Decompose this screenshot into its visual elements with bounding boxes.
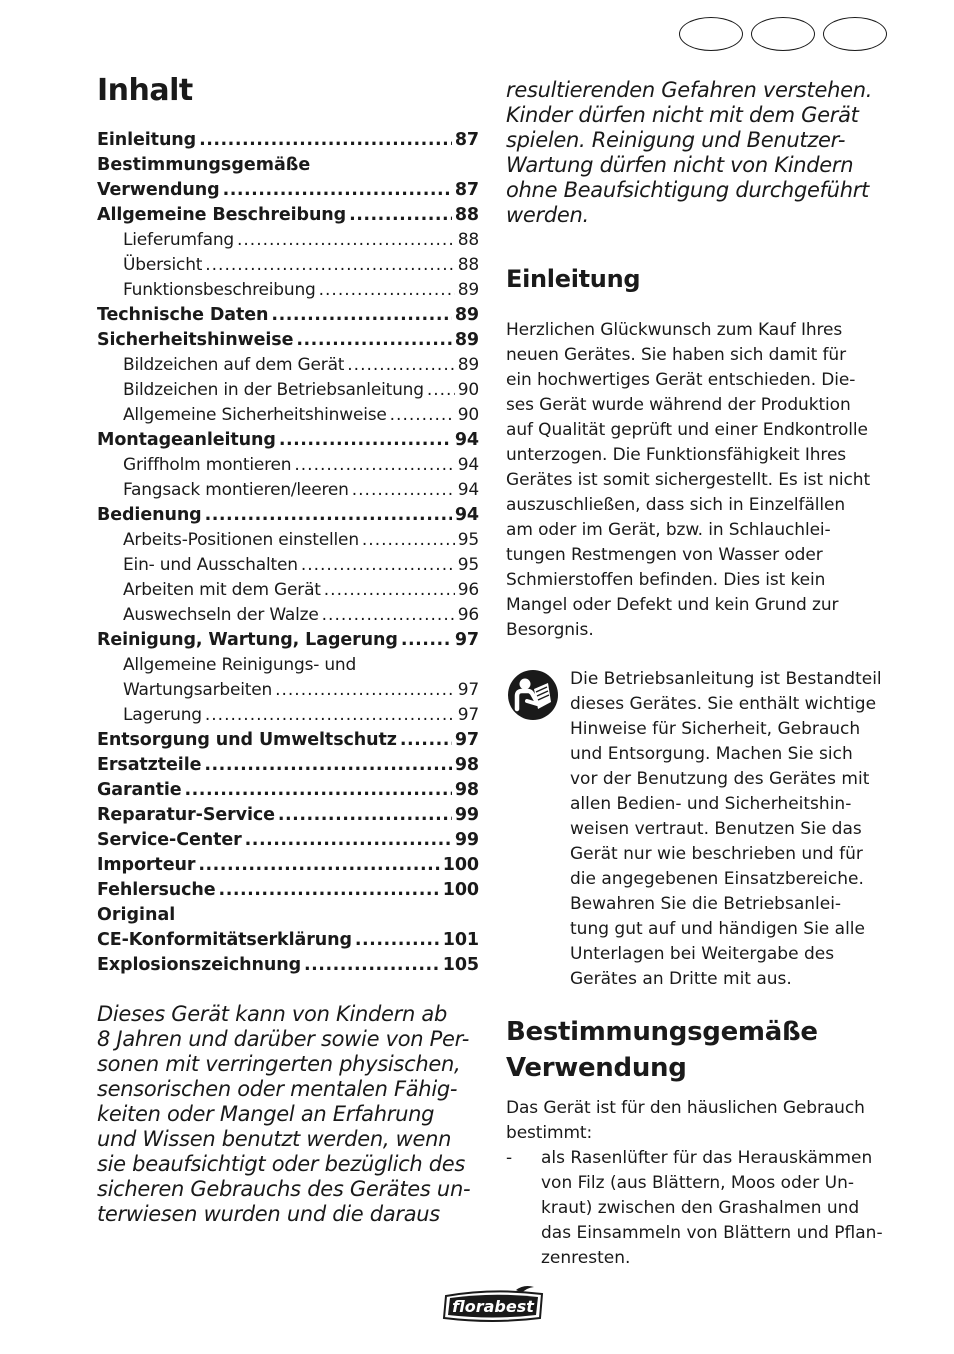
toc-leader-dots bbox=[271, 303, 451, 328]
text-line: Die Betriebsanleitung ist Bestandteil bbox=[570, 669, 882, 689]
text-line: sonen mit verringerten physischen, bbox=[97, 1052, 461, 1076]
toc-entry bbox=[97, 203, 479, 228]
toc-entry-page: 105 bbox=[442, 955, 479, 975]
bullet-text bbox=[541, 1146, 883, 1271]
text-line: ohne Beaufsichtigung durchgeführt bbox=[506, 178, 869, 202]
text-line: Dieses Gerät kann von Kindern ab bbox=[97, 1002, 447, 1026]
toc-entry-label: Auswechseln der Walze bbox=[123, 605, 319, 625]
toc-entry-page: 97 bbox=[457, 680, 479, 700]
toc-entry bbox=[97, 753, 479, 778]
toc-entry-page: 87 bbox=[454, 180, 479, 200]
toc-entry bbox=[97, 928, 479, 953]
text-line: terwiesen wurden und die daraus bbox=[97, 1202, 440, 1226]
text-line: Wartung dürfen nicht von Kindern bbox=[506, 153, 854, 177]
toc-entry bbox=[97, 903, 479, 928]
toc-entry-page: 96 bbox=[457, 605, 479, 625]
table-of-contents bbox=[97, 128, 479, 978]
toc-entry bbox=[97, 653, 479, 678]
einleitung-heading: Einleitung bbox=[506, 265, 641, 293]
toc-leader-dots bbox=[347, 353, 455, 378]
text-line: unterzogen. Die Funktionsfähigkeit Ihres bbox=[506, 445, 847, 465]
toc-entry bbox=[97, 728, 479, 753]
toc-entry bbox=[97, 878, 479, 903]
toc-entry-page: 89 bbox=[454, 305, 479, 325]
toc-entry-page: 88 bbox=[457, 255, 479, 275]
toc-entry-label: Lieferumfang bbox=[123, 230, 234, 250]
toc-leader-dots bbox=[205, 253, 455, 278]
toc-entry-label: Explosionszeichnung bbox=[97, 955, 301, 975]
toc-entry bbox=[97, 853, 479, 878]
text-line: kraut) zwischen den Grashalmen und bbox=[541, 1198, 860, 1218]
toc-entry-page: 90 bbox=[457, 380, 479, 400]
logo-text: florabest bbox=[452, 1297, 534, 1316]
toc-entry-page: 89 bbox=[457, 280, 479, 300]
toc-leader-dots bbox=[304, 953, 440, 978]
toc-entry-label: Bedienung bbox=[97, 505, 202, 525]
toc-entry-page: 97 bbox=[457, 705, 479, 725]
bestimmung-heading-line1: Bestimmungsgemäße bbox=[506, 1017, 818, 1047]
toc-leader-dots bbox=[275, 678, 455, 703]
toc-entry-page: 97 bbox=[454, 630, 479, 650]
text-line: die angegebenen Einsatzbereiche. bbox=[570, 869, 864, 889]
toc-entry-label: Reinigung, Wartung, Lagerung bbox=[97, 630, 398, 650]
toc-entry bbox=[97, 453, 479, 478]
toc-entry-page: 94 bbox=[457, 455, 479, 475]
child-safety-notice-start bbox=[97, 1002, 479, 1227]
toc-entry bbox=[97, 553, 479, 578]
toc-leader-dots bbox=[401, 628, 452, 653]
text-line: Das Gerät ist für den häuslichen Gebrauch bbox=[506, 1098, 865, 1118]
manual-note bbox=[506, 667, 891, 992]
toc-leader-dots bbox=[362, 528, 455, 553]
toc-entry-page: 99 bbox=[454, 805, 479, 825]
text-line: Gerätes ist somit sichergestellt. Es ist nicht bbox=[506, 470, 871, 490]
text-line: ein hochwertiges Gerät entschieden. Die- bbox=[506, 370, 856, 390]
text-line: Unterlagen bei Weitergabe des bbox=[570, 944, 835, 964]
toc-leader-dots bbox=[205, 503, 452, 528]
toc-entry bbox=[97, 178, 479, 203]
toc-entry-page: 94 bbox=[457, 480, 479, 500]
toc-entry-page: 89 bbox=[454, 330, 479, 350]
toc-leader-dots bbox=[349, 203, 452, 228]
toc-leader-dots bbox=[219, 878, 440, 903]
text-line: neuen Gerätes. Sie haben sich damit für bbox=[506, 345, 846, 365]
toc-entry-page: 87 bbox=[454, 130, 479, 150]
toc-entry-label: Fehlersuche bbox=[97, 880, 216, 900]
toc-entry-label: Montageanleitung bbox=[97, 430, 276, 450]
toc-entry-label: Technische Daten bbox=[97, 305, 269, 325]
toc-entry bbox=[97, 828, 479, 853]
toc-entry-label: Ersatzteile bbox=[97, 755, 202, 775]
text-line: das Einsammeln von Blättern und Pflan- bbox=[541, 1223, 883, 1243]
toc-leader-dots bbox=[355, 928, 440, 953]
child-safety-notice-end bbox=[506, 78, 891, 228]
toc-leader-dots bbox=[237, 228, 455, 253]
text-line: spielen. Reinigung und Benutzer- bbox=[506, 128, 846, 152]
bestimmung-heading bbox=[506, 1014, 891, 1086]
toc-entry bbox=[97, 603, 479, 628]
toc-entry bbox=[97, 628, 479, 653]
text-line: als Rasenlüfter für das Herauskämmen bbox=[541, 1148, 873, 1168]
text-line: keiten oder Mangel an Erfahrung bbox=[97, 1102, 435, 1126]
toc-entry-page: 99 bbox=[454, 830, 479, 850]
toc-entry bbox=[97, 703, 479, 728]
text-line: weisen vertraut. Benutzen Sie das bbox=[570, 819, 862, 839]
toc-entry-page: 94 bbox=[454, 505, 479, 525]
toc-leader-dots bbox=[205, 703, 455, 728]
toc-entry bbox=[97, 803, 479, 828]
bullet-dash: - bbox=[506, 1148, 513, 1168]
toc-entry-label: Wartungsarbeiten bbox=[123, 680, 273, 700]
toc-leader-dots bbox=[322, 603, 455, 628]
text-line: resultierenden Gefahren verstehen. bbox=[506, 78, 873, 102]
text-line: Hinweise für Sicherheit, Gebrauch bbox=[570, 719, 861, 739]
toc-entry-label: Reparatur-Service bbox=[97, 805, 275, 825]
toc-entry bbox=[97, 278, 479, 303]
toc-entry-label: Original bbox=[97, 905, 176, 925]
toc-entry-page: 101 bbox=[442, 930, 479, 950]
text-line: sie beaufsichtigt oder bezüglich des bbox=[97, 1152, 466, 1176]
text-line: 8 Jahren und darüber sowie von Per- bbox=[97, 1027, 470, 1051]
toc-leader-dots bbox=[400, 728, 452, 753]
toc-leader-dots bbox=[199, 128, 452, 153]
toc-leader-dots bbox=[185, 778, 452, 803]
toc-entry bbox=[97, 953, 479, 978]
bestimmung-intro bbox=[506, 1096, 891, 1146]
toc-entry-label: Service-Center bbox=[97, 830, 242, 850]
toc-entry bbox=[97, 253, 479, 278]
toc-entry bbox=[97, 428, 479, 453]
language-oval-3 bbox=[823, 17, 887, 51]
toc-leader-dots bbox=[324, 578, 455, 603]
text-line: am oder im Gerät, bzw. in Schlauchlei- bbox=[506, 520, 831, 540]
toc-entry-label: Arbeiten mit dem Gerät bbox=[123, 580, 321, 600]
toc-entry-page: 98 bbox=[454, 780, 479, 800]
toc-entry bbox=[97, 528, 479, 553]
toc-entry-label: Importeur bbox=[97, 855, 196, 875]
toc-entry-page: 89 bbox=[457, 355, 479, 375]
toc-leader-dots bbox=[390, 403, 455, 428]
florabest-logo bbox=[438, 1284, 548, 1326]
toc-leader-dots bbox=[294, 453, 454, 478]
toc-entry-label: Arbeits-Positionen einstellen bbox=[123, 530, 359, 550]
text-line: auf Qualität geprüft und einer Endkontrolle bbox=[506, 420, 868, 440]
toc-entry-label: CE-Konformitätserklärung bbox=[97, 930, 352, 950]
toc-entry bbox=[97, 228, 479, 253]
toc-entry-page: 98 bbox=[454, 755, 479, 775]
toc-leader-dots bbox=[319, 278, 455, 303]
toc-entry bbox=[97, 378, 479, 403]
toc-entry bbox=[97, 303, 479, 328]
toc-entry-label: Entsorgung und Umweltschutz bbox=[97, 730, 397, 750]
text-line: Gerätes an Dritte mit aus. bbox=[570, 969, 792, 989]
toc-entry-label: Funktionsbeschreibung bbox=[123, 280, 316, 300]
toc-entry-label: Verwendung bbox=[97, 180, 220, 200]
toc-entry bbox=[97, 153, 479, 178]
toc-leader-dots bbox=[301, 553, 455, 578]
toc-leader-dots bbox=[278, 803, 452, 828]
toc-leader-dots bbox=[198, 853, 439, 878]
text-line: tungen Restmengen von Wasser oder bbox=[506, 545, 823, 565]
toc-entry bbox=[97, 678, 479, 703]
text-line: Besorgnis. bbox=[506, 620, 594, 640]
text-line: ses Gerät wurde während der Produktion bbox=[506, 395, 851, 415]
text-line: dieses Gerätes. Sie enthält wichtige bbox=[570, 694, 877, 714]
manual-note-text bbox=[570, 667, 882, 992]
toc-entry-page: 96 bbox=[457, 580, 479, 600]
toc-leader-dots bbox=[245, 828, 452, 853]
text-line: auszuschließen, dass sich in Einzelfällen bbox=[506, 495, 846, 515]
text-line: werden. bbox=[506, 203, 589, 227]
text-line: Kinder dürfen nicht mit dem Gerät bbox=[506, 103, 859, 127]
text-line: von Filz (aus Blättern, Moos oder Un- bbox=[541, 1173, 855, 1193]
toc-leader-dots bbox=[204, 753, 451, 778]
toc-entry-label: Fangsack montieren/leeren bbox=[123, 480, 349, 500]
text-line: Mangel oder Defekt und kein Grund zur bbox=[506, 595, 839, 615]
text-line: tung gut auf und händigen Sie alle bbox=[570, 919, 865, 939]
text-line: Herzlichen Glückwunsch zum Kauf Ihres bbox=[506, 320, 843, 340]
bestimmung-heading-line2: Verwendung bbox=[506, 1053, 687, 1083]
toc-entry bbox=[97, 578, 479, 603]
toc-entry-page: 88 bbox=[457, 230, 479, 250]
toc-entry-label: Einleitung bbox=[97, 130, 197, 150]
toc-entry bbox=[97, 353, 479, 378]
toc-entry-page: 90 bbox=[457, 405, 479, 425]
text-line: Schmierstoffen befinden. Dies ist kein bbox=[506, 570, 826, 590]
text-line: und Wissen benutzt werden, wenn bbox=[97, 1127, 452, 1151]
text-line: und Entsorgung. Machen Sie sich bbox=[570, 744, 853, 764]
toc-entry-label: Bildzeichen in der Betriebsanleitung bbox=[123, 380, 424, 400]
toc-entry-label: Allgemeine Reinigungs- und bbox=[123, 655, 357, 675]
toc-title: Inhalt bbox=[97, 73, 193, 108]
toc-entry-page: 95 bbox=[457, 555, 479, 575]
toc-entry-label: Lagerung bbox=[123, 705, 202, 725]
text-line: allen Bedien- und Sicherheitshin- bbox=[570, 794, 852, 814]
text-line: sicheren Gebrauchs des Gerätes un- bbox=[97, 1177, 471, 1201]
toc-entry bbox=[97, 403, 479, 428]
toc-entry-label: Allgemeine Beschreibung bbox=[97, 205, 347, 225]
toc-entry-page: 97 bbox=[454, 730, 479, 750]
toc-entry-label: Übersicht bbox=[123, 255, 203, 275]
toc-leader-dots bbox=[296, 328, 451, 353]
toc-entry-page: 95 bbox=[457, 530, 479, 550]
einleitung-paragraph bbox=[506, 318, 891, 643]
language-selector-ovals bbox=[679, 17, 887, 51]
toc-entry-page: 100 bbox=[442, 880, 479, 900]
text-line: sensorischen oder mentalen Fähig- bbox=[97, 1077, 458, 1101]
toc-entry-label: Bildzeichen auf dem Gerät bbox=[123, 355, 345, 375]
toc-entry-label: Garantie bbox=[97, 780, 182, 800]
toc-entry-page: 94 bbox=[454, 430, 479, 450]
language-oval-2 bbox=[751, 17, 815, 51]
read-manual-icon bbox=[507, 669, 559, 721]
text-line: Bewahren Sie die Betriebsanlei- bbox=[570, 894, 842, 914]
text-line: Gerät nur wie beschrieben und für bbox=[570, 844, 863, 864]
toc-leader-dots bbox=[427, 378, 455, 403]
toc-leader-dots bbox=[223, 178, 452, 203]
text-line: zenresten. bbox=[541, 1248, 631, 1268]
toc-entry-label: Griffholm montieren bbox=[123, 455, 292, 475]
toc-entry bbox=[97, 128, 479, 153]
bestimmung-bullet bbox=[506, 1146, 891, 1271]
toc-entry bbox=[97, 328, 479, 353]
toc-entry bbox=[97, 478, 479, 503]
left-column bbox=[97, 72, 479, 1227]
toc-entry-label: Allgemeine Sicherheitshinweise bbox=[123, 405, 387, 425]
toc-entry bbox=[97, 778, 479, 803]
toc-entry-page: 88 bbox=[454, 205, 479, 225]
text-line: vor der Benutzung des Gerätes mit bbox=[570, 769, 870, 789]
toc-entry-page: 100 bbox=[442, 855, 479, 875]
toc-leader-dots bbox=[279, 428, 452, 453]
toc-entry-label: Ein- und Ausschalten bbox=[123, 555, 298, 575]
text-line: bestimmt: bbox=[506, 1123, 593, 1143]
toc-entry-label: Bestimmungsgemäße bbox=[97, 155, 311, 175]
toc-leader-dots bbox=[352, 478, 455, 503]
toc-entry bbox=[97, 503, 479, 528]
toc-entry-label: Sicherheitshinweise bbox=[97, 330, 294, 350]
right-column bbox=[506, 78, 891, 1271]
language-oval-1 bbox=[679, 17, 743, 51]
